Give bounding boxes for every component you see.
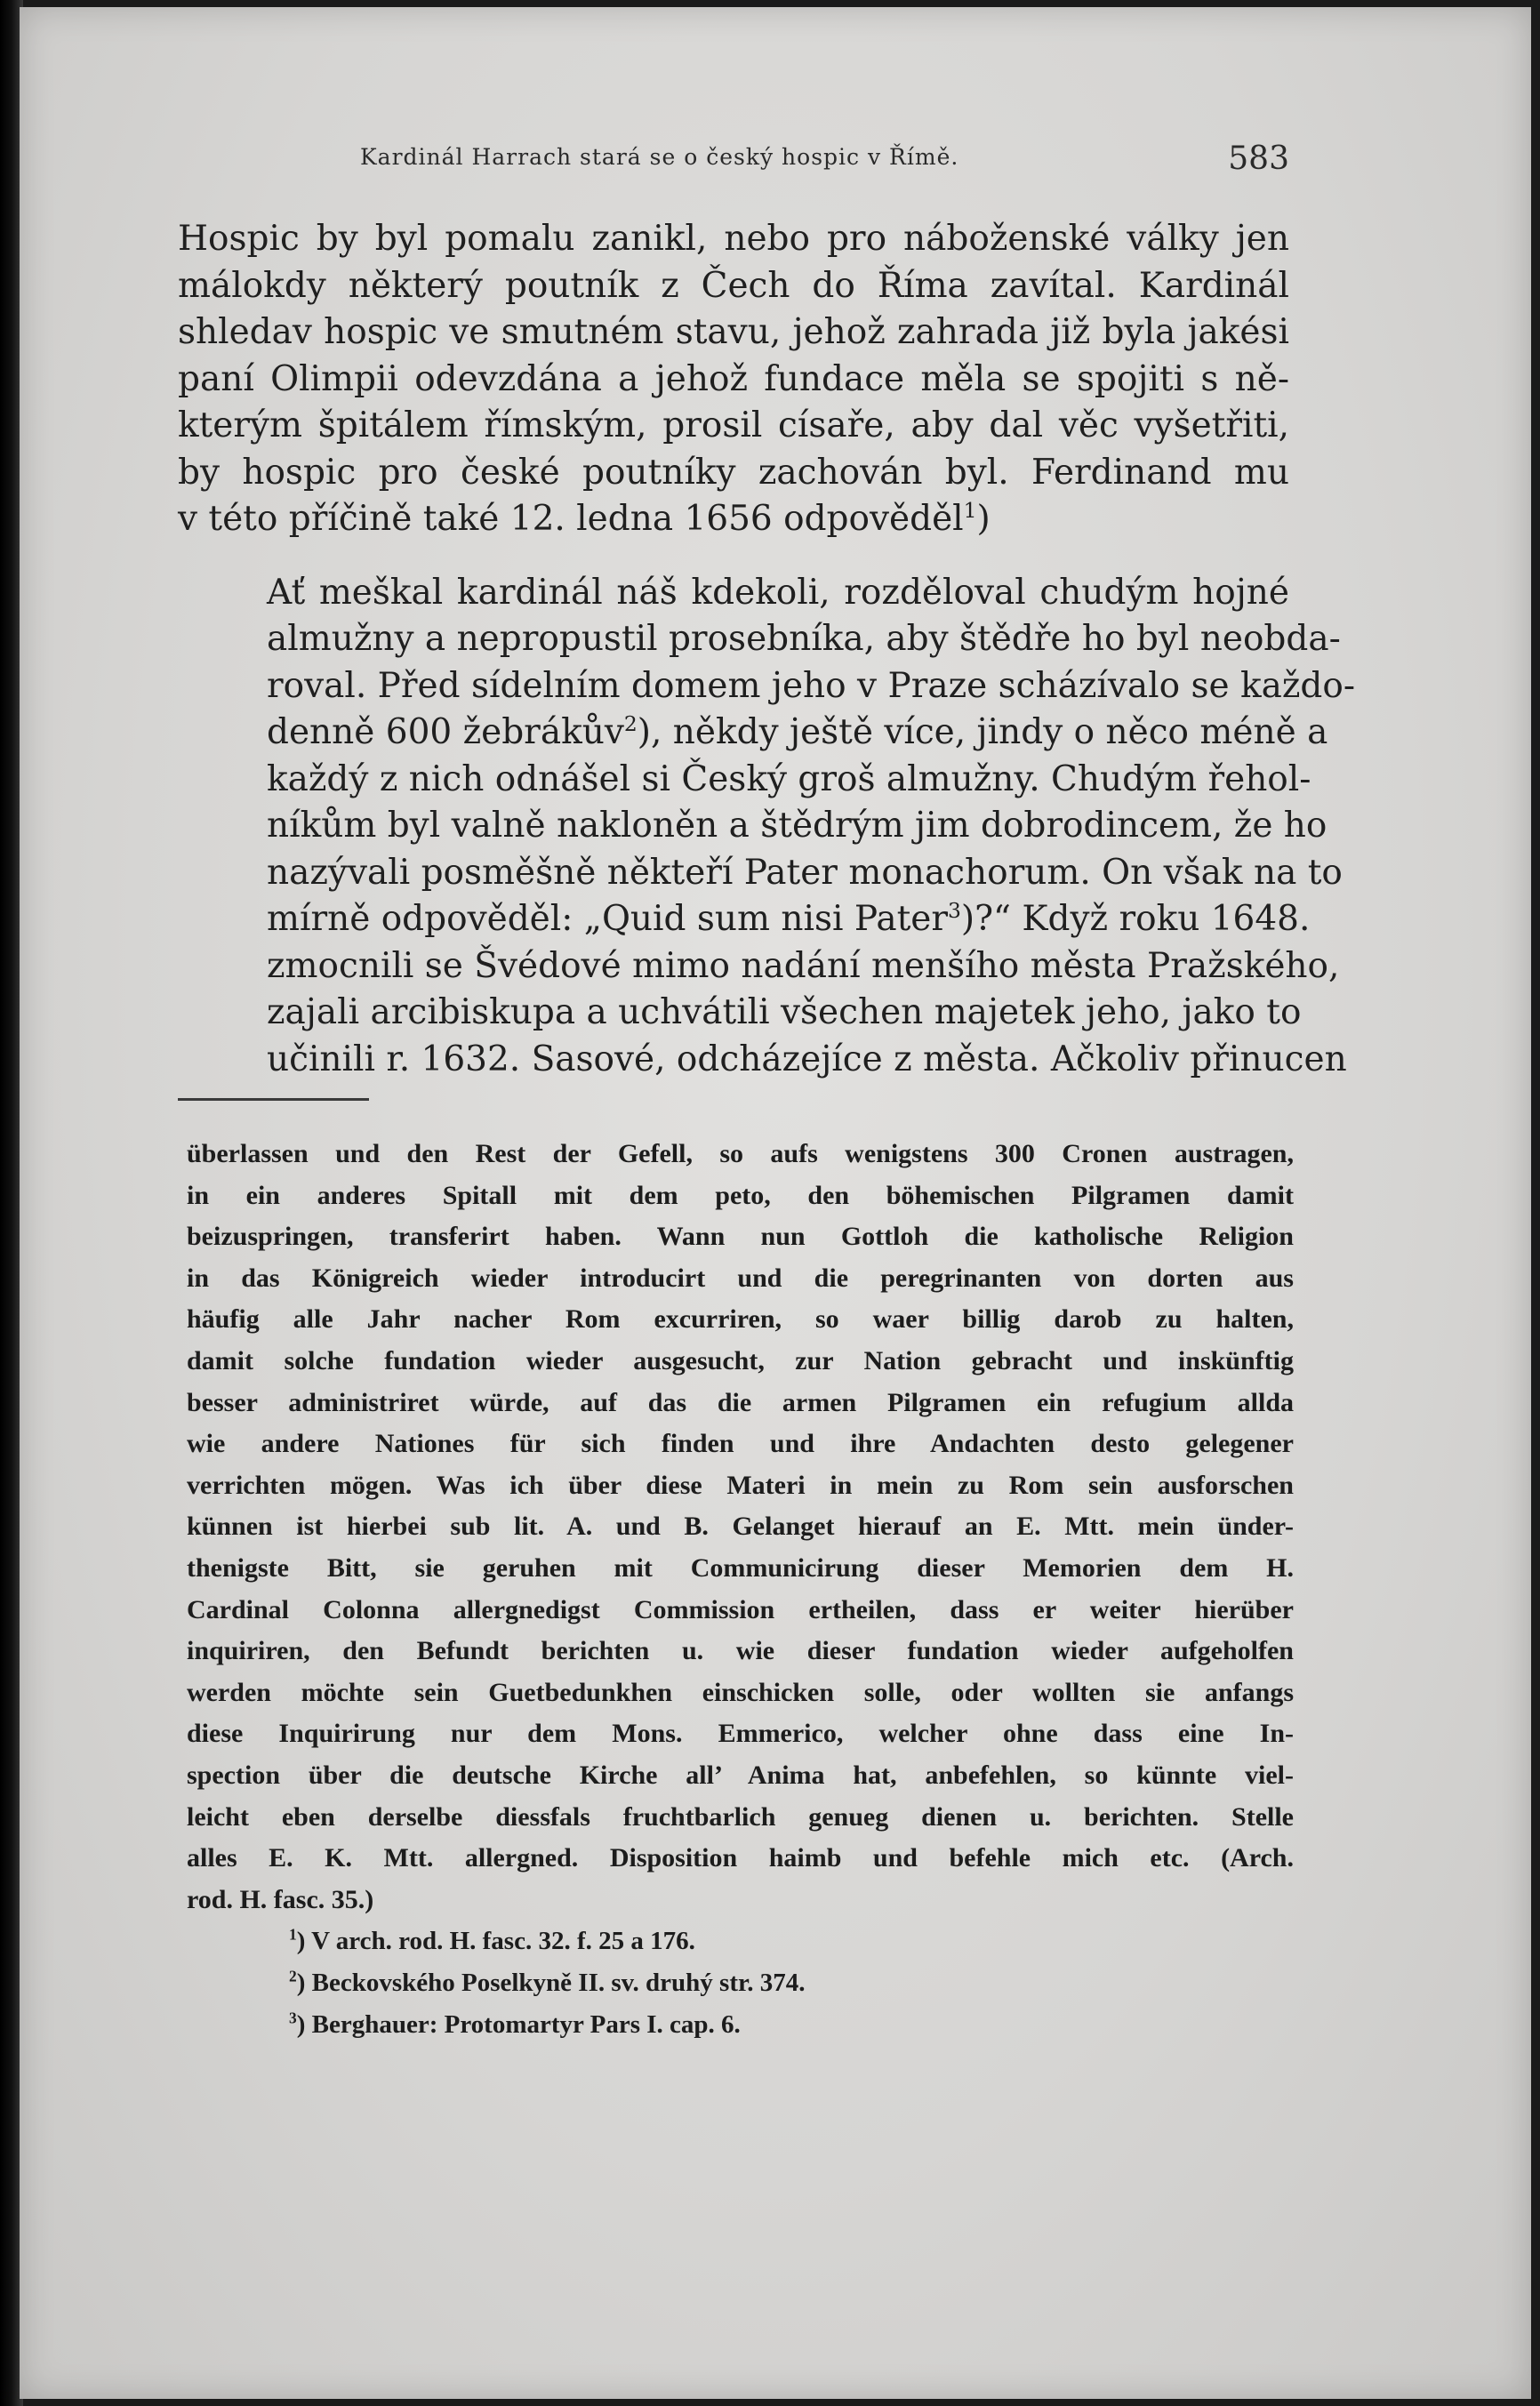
- text-line: paní Olimpii odevzdána a jehož fundace měla se spojiti s ně-: [178, 358, 1289, 399]
- paragraph-2: [178, 570, 1356, 1084]
- note-line: leicht eben derselbe diessfals fruchtbarlich genueg dienen u. berichten. Stelle: [187, 1801, 1294, 1832]
- text-line: [178, 896, 1311, 943]
- text-line: nazývali posměšně někteří Pater monachorum. On však na to: [267, 852, 1343, 893]
- text-line: roval. Před sídelním domem jeho v Praze scházívalo se každo-: [267, 665, 1356, 706]
- note-line: thenigste Bitt, sie geruhen mit Communicirung dieser Memorien dem H.: [187, 1552, 1294, 1583]
- note-line: überlassen und den Rest der Gefell, so aufs wenigstens 300 Cronen austragen,: [187, 1139, 1294, 1168]
- note-line: rod. H. fasc. 35.): [187, 1884, 374, 1914]
- note-line: häufig alle Jahr nacher Rom excurriren, so waer billig darob zu halten,: [187, 1304, 1294, 1335]
- text-line: každý z nich odnášel si Český groš almužny. Chudým řehol-: [267, 758, 1311, 799]
- note-line: diese Inquirirung nur dem Mons. Emmerico, welcher ohne dass eine In-: [187, 1719, 1294, 1749]
- text-segment: ): [976, 499, 991, 539]
- note-line: in ein anderes Spitall mit dem peto, den böhemischen Pilgramen damit: [187, 1180, 1294, 1210]
- paragraph-1: [178, 216, 1289, 543]
- footnote-2: [289, 1962, 1178, 2004]
- text-line: zmocnili se Švédové mimo nadání menšího města Pražského,: [267, 945, 1340, 986]
- footnote-mark: 1: [289, 1925, 297, 1944]
- note-line: in das Königreich wieder introducirt und die peregrinanten von dorten aus: [187, 1263, 1294, 1293]
- footnotes: [289, 1921, 1178, 2046]
- text-line: učinili r. 1632. Sasové, odcházejíce z města. Ačkoliv přinucen: [267, 1039, 1347, 1079]
- text-line: almužny a nepropustil prosebníka, aby štědře ho byl neobda-: [267, 619, 1341, 659]
- footnote-text: ) Beckovského Poselkyně II. sv. druhý str. 374.: [296, 1969, 806, 1997]
- note-line: künnen ist hierbei sub lit. A. und B. Gelanget hierauf an E. Mtt. mein ünder-: [187, 1512, 1294, 1542]
- footnote-divider: [178, 1098, 369, 1101]
- note-line: alles E. K. Mtt. allergned. Disposition haimb und befehle mich etc. (Arch.: [187, 1843, 1294, 1873]
- footnote-ref-3: 3: [948, 898, 961, 923]
- footnote-3: [289, 2004, 1178, 2046]
- page-number: 583: [1228, 140, 1289, 177]
- footnote-ref-2: 2: [623, 711, 638, 736]
- note-line: wie andere Nationes für sich finden und ihre Andachten desto gelegener: [187, 1429, 1294, 1459]
- footnote-1: [289, 1921, 1178, 1962]
- text-segment: mírně odpověděl: „Quid sum nisi Pater: [267, 899, 949, 939]
- text-line: málokdy některý poutník z Čech do Říma zavítal. Kardinál: [178, 265, 1289, 306]
- footnote-mark: 2: [289, 1967, 297, 1985]
- text-line: shledav hospic ve smutném stavu, jehož zahrada již byla jakési: [178, 312, 1289, 352]
- text-line: zajali arcibiskupa a uchvátili všechen majetek jeho, jako to: [267, 992, 1302, 1032]
- note-line: werden möchte sein Guetbedunkhen einschicken solle, oder wollten sie anfangs: [187, 1677, 1294, 1707]
- note-line: verrichten mögen. Was ich über diese Materi in mein zu Rom sein ausforschen: [187, 1470, 1294, 1500]
- running-title: Kardinál Harrach stará se o český hospic v Římě.: [360, 144, 959, 170]
- note-line: inquiriren, den Befundt berichten u. wie dieser fundation wieder aufgeholfen: [187, 1636, 1294, 1666]
- continued-note: [187, 1134, 1294, 1921]
- footnote-text: ) Berghauer: Protomartyr Pars I. cap. 6.: [296, 2010, 741, 2039]
- note-line: besser administriret würde, auf das die armen Pilgramen ein refugium allda: [187, 1387, 1294, 1417]
- main-text: [178, 216, 1356, 1083]
- text-line: [178, 496, 1289, 543]
- footnote-ref-1: 1: [963, 498, 977, 523]
- note-line: spection über die deutsche Kirche all’ Anima hat, anbefehlen, so künnte viel-: [187, 1760, 1294, 1790]
- note-line: damit solche fundation wieder ausgesucht, zur Nation gebracht und inskünftig: [187, 1345, 1294, 1375]
- text-segment: v této příčině také 12. ledna 1656 odpověděl: [178, 499, 964, 539]
- text-line: Hospic by byl pomalu zanikl, nebo pro náboženské války jen: [178, 219, 1289, 259]
- text-segment: )?“ Když roku 1648.: [960, 899, 1311, 939]
- text-line: níkům byl valně nakloněn a štědrým jim dobrodincem, že ho: [267, 806, 1327, 846]
- note-line: beizuspringen, transferirt haben. Wann nun Gottloh die katholische Religion: [187, 1222, 1294, 1252]
- text-line: Ať meškal kardinál náš kdekoli, rozděloval chudým hojné: [267, 572, 1289, 613]
- text-line: [178, 710, 1328, 757]
- text-segment: denně 600 žebrákův: [267, 712, 624, 752]
- footnote-text: ) V arch. rod. H. fasc. 32. f. 25 a 176.: [296, 1927, 695, 1955]
- note-line: Cardinal Colonna allergnedigst Commission ertheilen, dass er weiter hierüber: [187, 1594, 1294, 1624]
- text-line: kterým špitálem římským, prosil císaře, aby dal věc vyšetřiti,: [178, 405, 1289, 445]
- text-line: by hospic pro české poutníky zachován byl. Ferdinand mu: [178, 452, 1289, 493]
- footnote-mark: 3: [289, 2009, 297, 2027]
- text-segment: ), někdy ještě více, jindy o něco méně a: [637, 712, 1328, 752]
